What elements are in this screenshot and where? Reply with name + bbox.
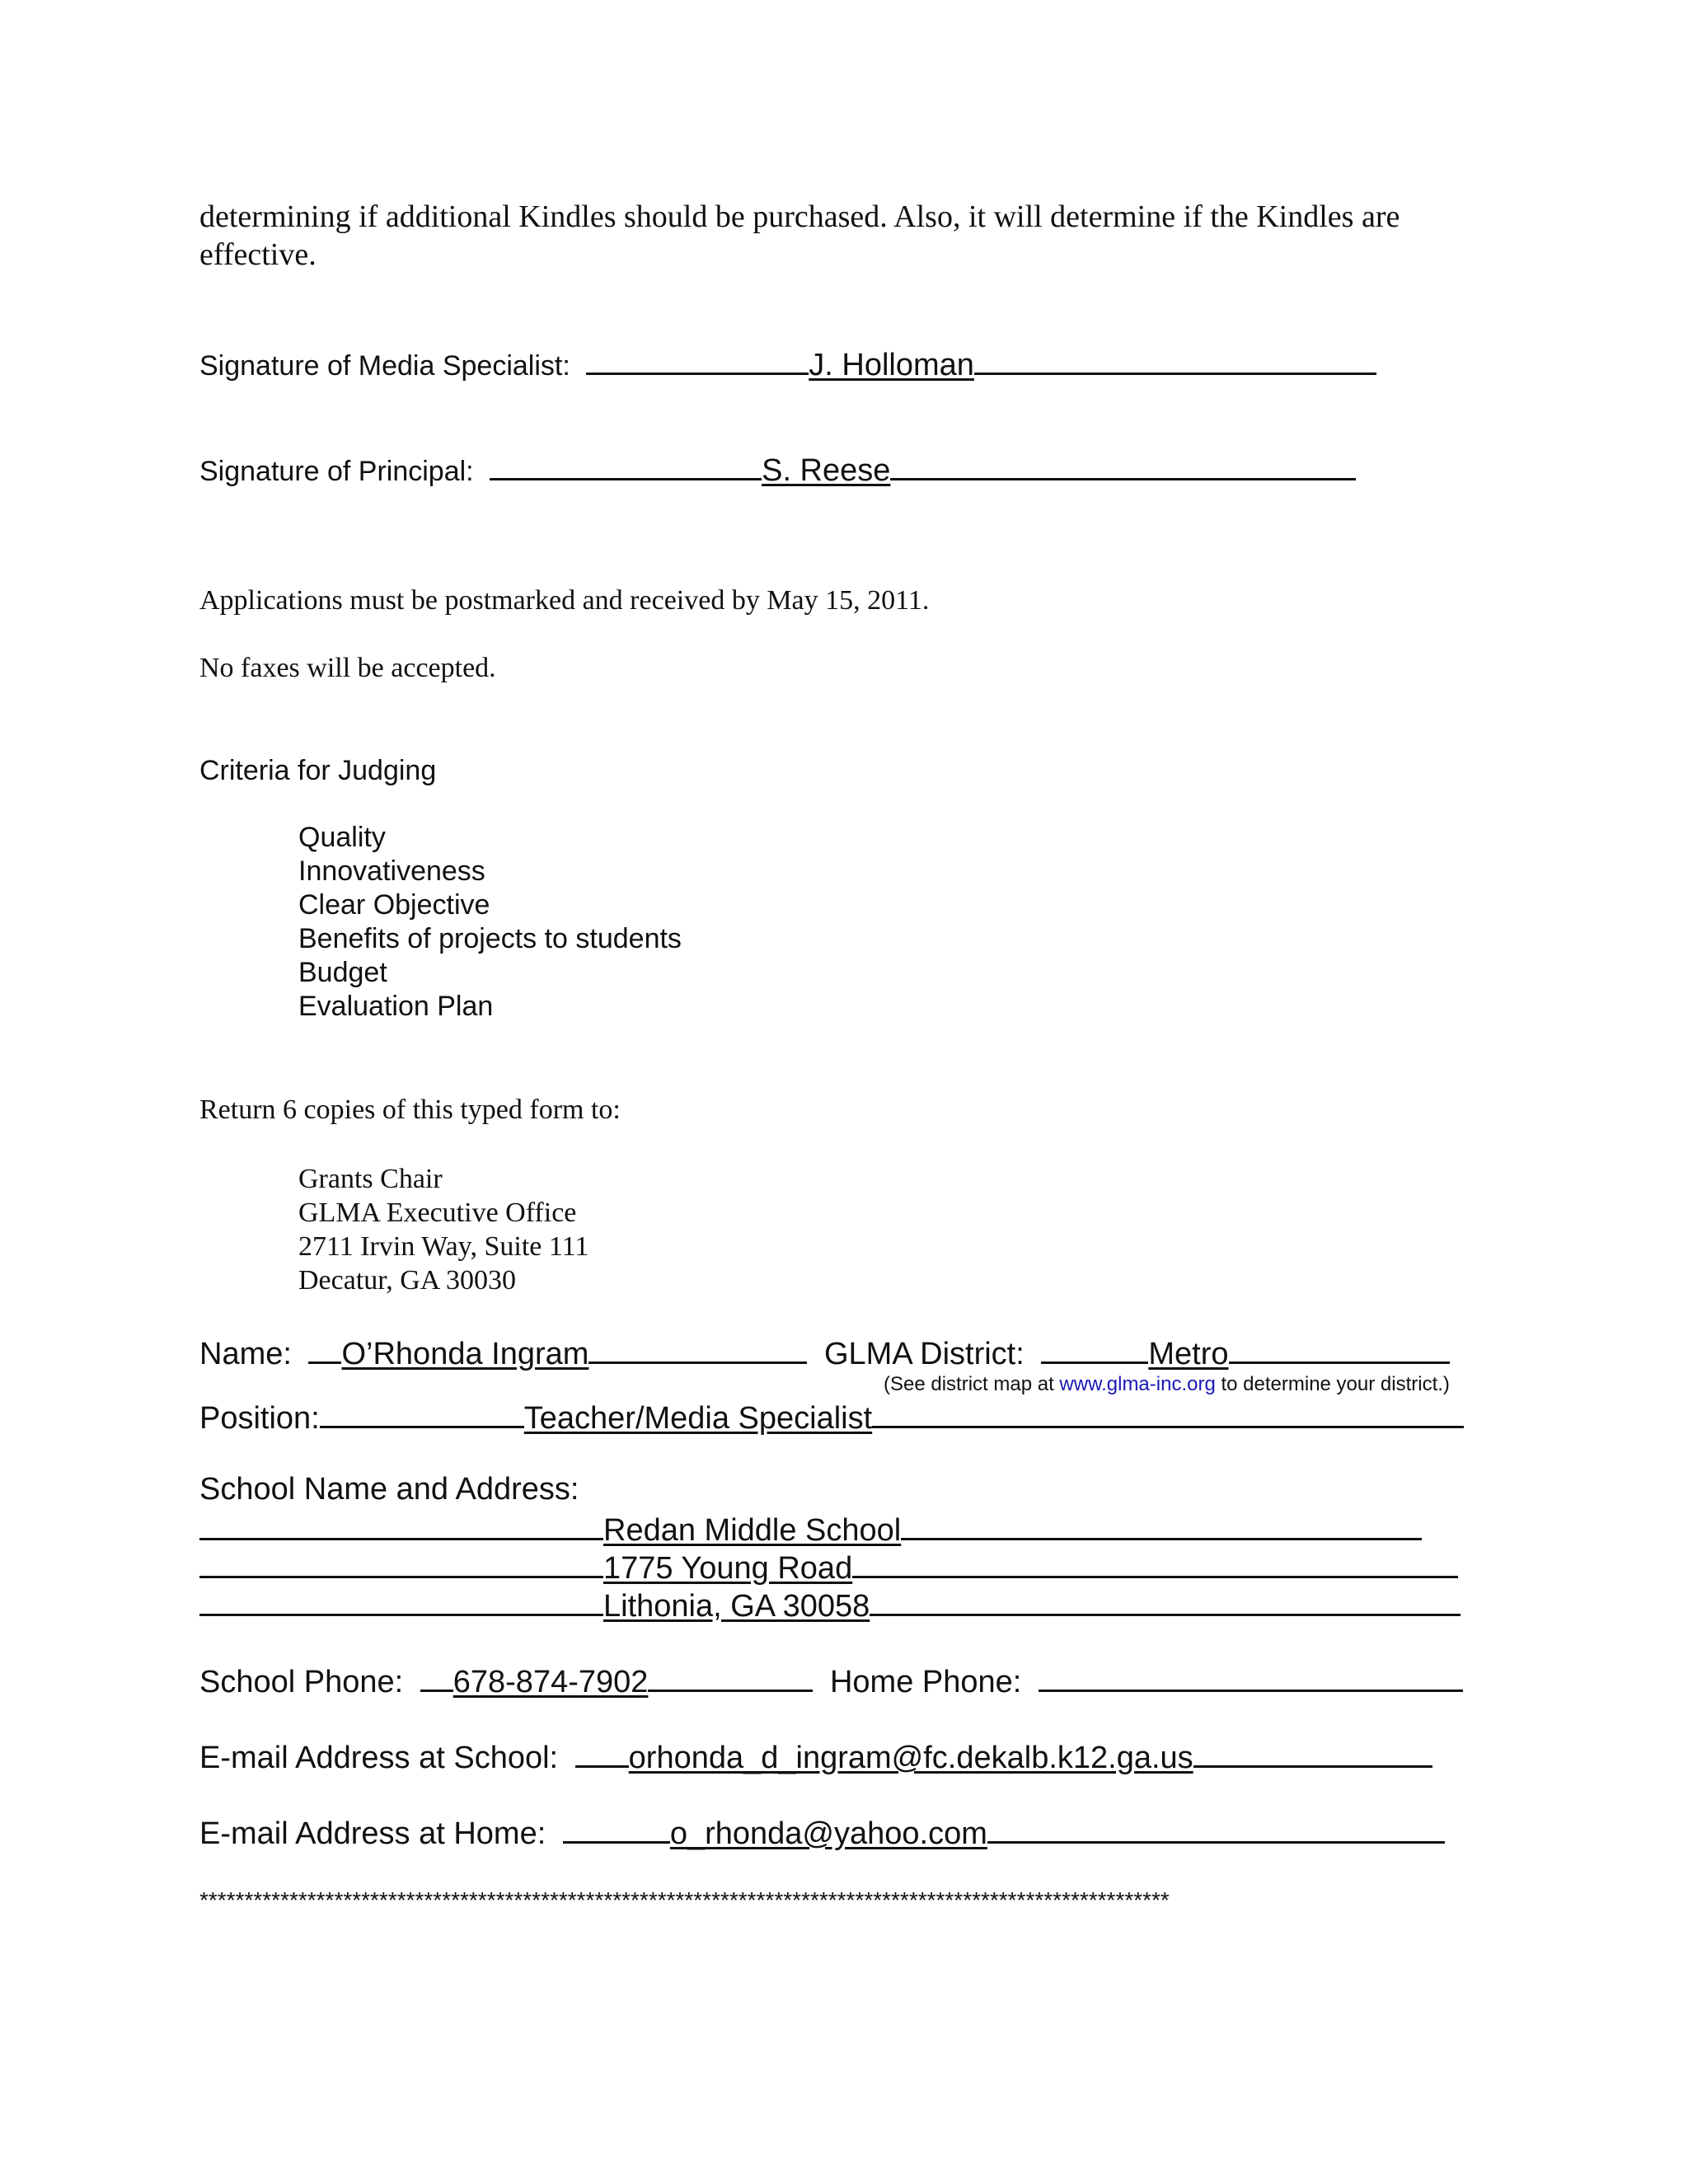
name-district-row	[199, 1333, 1450, 1372]
criteria-item: Clear Objective	[298, 889, 490, 921]
email-home-label: E-mail Address at Home:	[199, 1816, 546, 1851]
asterisk-separator: ************************************************************************************************************	[199, 1887, 1170, 1913]
principal-signature-value[interactable]: S. Reese	[762, 453, 891, 488]
school-address-line-2	[199, 1548, 1458, 1586]
address-line: GLMA Executive Office	[298, 1197, 577, 1228]
criteria-list	[298, 821, 682, 1024]
criteria-item: Benefits of projects to students	[298, 923, 682, 954]
school-label: School Name and Address:	[199, 1472, 579, 1507]
district-map-note: (See district map at www.glma-inc.org to determine your district.)	[884, 1373, 1450, 1395]
home-phone-field[interactable]	[1039, 1661, 1463, 1692]
return-address	[298, 1162, 588, 1297]
principal-signature-label: Signature of Principal:	[199, 456, 474, 487]
address-line: 2711 Irvin Way, Suite 111	[298, 1231, 589, 1262]
position-label: Position:	[199, 1401, 320, 1436]
principal-signature-row	[199, 450, 1356, 489]
email-school-value[interactable]: orhonda_d_ingram@fc.dekalb.k12.ga.us	[628, 1741, 1193, 1775]
district-label: GLMA District:	[823, 1337, 1025, 1371]
media-specialist-signature-value[interactable]: J. Holloman	[809, 348, 974, 382]
fax-notice: No faxes will be accepted.	[199, 653, 496, 683]
name-value[interactable]: O’Rhonda Ingram	[341, 1337, 589, 1371]
email-school-label: E-mail Address at School:	[199, 1741, 559, 1775]
media-specialist-signature-row	[199, 344, 1376, 383]
school-phone-value[interactable]: 678-874-7902	[452, 1665, 649, 1699]
school-city-value[interactable]: Lithonia, GA 30058	[603, 1589, 870, 1624]
criteria-item: Innovativeness	[298, 855, 485, 887]
name-label: Name:	[199, 1337, 292, 1371]
email-home-value[interactable]: o_rhonda@yahoo.com	[669, 1816, 987, 1851]
school-name-value[interactable]: Redan Middle School	[603, 1513, 902, 1548]
intro-line-2: effective.	[199, 237, 316, 272]
position-row	[199, 1398, 1464, 1436]
home-phone-label: Home Phone:	[829, 1665, 1022, 1699]
school-phone-label: School Phone:	[199, 1665, 404, 1699]
position-value[interactable]: Teacher/Media Specialist	[523, 1401, 873, 1436]
criteria-item: Quality	[298, 822, 386, 853]
criteria-heading: Criteria for Judging	[199, 755, 437, 786]
school-address-line-1	[199, 1510, 1422, 1549]
address-line: Decatur, GA 30030	[298, 1265, 516, 1296]
school-address-line-3	[199, 1586, 1461, 1624]
criteria-item: Budget	[298, 957, 387, 988]
deadline-notice: Applications must be postmarked and received by May 15, 2011.	[199, 585, 930, 616]
phone-row	[199, 1661, 1463, 1700]
district-value[interactable]: Metro	[1148, 1337, 1229, 1371]
school-street-value[interactable]: 1775 Young Road	[603, 1551, 853, 1586]
email-school-row	[199, 1737, 1432, 1776]
glma-website-link[interactable]: www.glma-inc.org	[1059, 1373, 1216, 1395]
address-line: Grants Chair	[298, 1164, 443, 1194]
return-heading: Return 6 copies of this typed form to:	[199, 1094, 621, 1125]
criteria-item: Evaluation Plan	[298, 991, 494, 1022]
email-home-row	[199, 1813, 1445, 1852]
media-specialist-signature-label: Signature of Media Specialist:	[199, 350, 570, 382]
intro-line-1: determining if additional Kindles should be purchased. Also, it will determine if the Kindles are	[199, 199, 1400, 234]
